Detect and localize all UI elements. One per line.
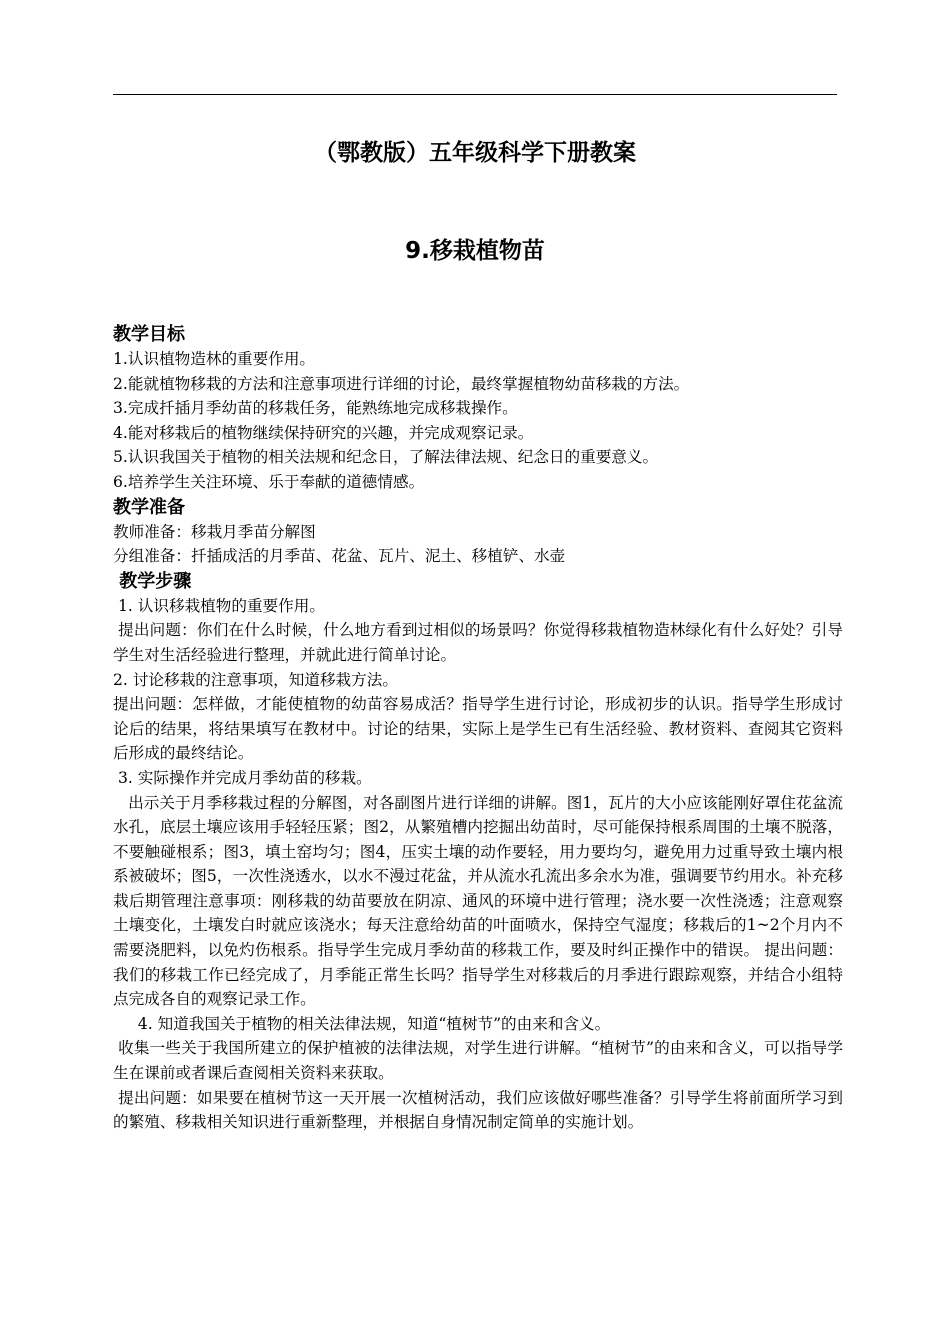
step-paragraph: 提出问题：你们在什么时候，什么地方看到过相似的场景吗？你觉得移栽植物造林绿化有什么好处？引导学生对生活经验进行整理，并就此进行简单讨论。: [113, 621, 843, 664]
document-body: [113, 322, 843, 1135]
objective-item: 6.培养学生关注环境、乐于奉献的道德情感。: [113, 472, 425, 491]
step-paragraph: 4. 知道我国关于植物的相关法律法规，知道“植树节”的由来和含义。: [113, 1014, 611, 1033]
objective-item: 3.完成扦插月季幼苗的移栽任务，能熟练地完成移栽操作。: [113, 399, 518, 418]
preparation-heading: 教学准备: [113, 496, 185, 518]
teacher-preparation: 教师准备：移栽月季苗分解图: [113, 522, 316, 541]
step-paragraph: 2. 讨论移栽的注意事项，知道移栽方法。: [113, 670, 398, 689]
document-title: （鄂教版）五年级科学下册教案: [314, 140, 636, 166]
step-paragraph: 提出问题：如果要在植树节这一天开展一次植树活动，我们应该做好哪些准备？引导学生将前面所学习到的繁殖、移栽相关知识进行重新整理，并根据自身情况制定简单的实施计划。: [113, 1088, 843, 1132]
objective-item: 2.能就植物移栽的方法和注意事项进行详细的讨论，最终掌握植物幼苗移栽的方法。: [113, 374, 690, 393]
lesson-title: 9.移栽植物苗: [405, 238, 545, 264]
step-paragraph: 提出问题：怎样做，才能使植物的幼苗容易成活？指导学生进行讨论，形成初步的认识。指导学生形成讨论后的结果，将结果填写在教材中。讨论的结果，实际上是学生已有生活经验、教材资料、查阅其它资料后形成的最终结论。: [113, 695, 843, 763]
step-paragraph: 出示关于月季移栽过程的分解图，对各副图片进行详细的讲解。图1，瓦片的大小应该能刚好罩住花盆流水孔，底层土壤应该用手轻轻压紧；图2，从繁殖槽内挖掘出幼苗时，尽可能保持根系周围的土壤不脱落，不要触碰根系；图3，填土窑均匀；图4，压实土壤的动作要轻，用力要均匀，避免用力过重导致土壤内根系被破坏；图5，一次性浇透水，以水不漫过花盆，并从流水孔流出多余水为准，强调要节约用水。补充移栽后期管理注意事项：刚移栽的幼苗要放在阴凉、通风的环境中进行管理；浇水要一次性浇透；注意观察土壤变化，土壤发白时就应该浇水；每天注意给幼苗的叶面喷水，保持空气湿度；移栽后的1~2个月内不需要浇肥料，以免灼伤根系。指导学生完成月季幼苗的移栽工作，要及时纠正操作中的错误。 提出问题：我们的移栽工作已经完成了，月季能正常生长吗？指导学生对移栽后的月季进行跟踪观察，并结合小组特点完成各自的观察记录工作。: [113, 793, 844, 1009]
step-paragraph: 3. 实际操作并完成月季幼苗的移栽。: [113, 768, 372, 787]
objectives-heading: 教学目标: [113, 324, 185, 345]
objective-item: 5.认识我国关于植物的相关法规和纪念日，了解法律法规、纪念日的重要意义。: [113, 448, 659, 467]
header-rule: [113, 94, 837, 95]
objective-item: 1.认识植物造林的重要作用。: [113, 350, 316, 368]
objective-item: 4.能对移栽后的植物继续保持研究的兴趣，并完成观察记录。: [113, 423, 534, 442]
step-paragraph: 1. 认识移栽植物的重要作用。: [113, 596, 325, 615]
step-paragraph: 收集一些关于我国所建立的保护植被的法律法规，对学生进行讲解。“植树节”的由来和含义，可以指导学生在课前或者课后查阅相关资料来获取。: [113, 1039, 843, 1083]
group-preparation: 分组准备：扦插成活的月季苗、花盆、瓦片、泥土、移植铲、水壶: [113, 547, 566, 566]
steps-heading: 教学步骤: [113, 570, 192, 592]
